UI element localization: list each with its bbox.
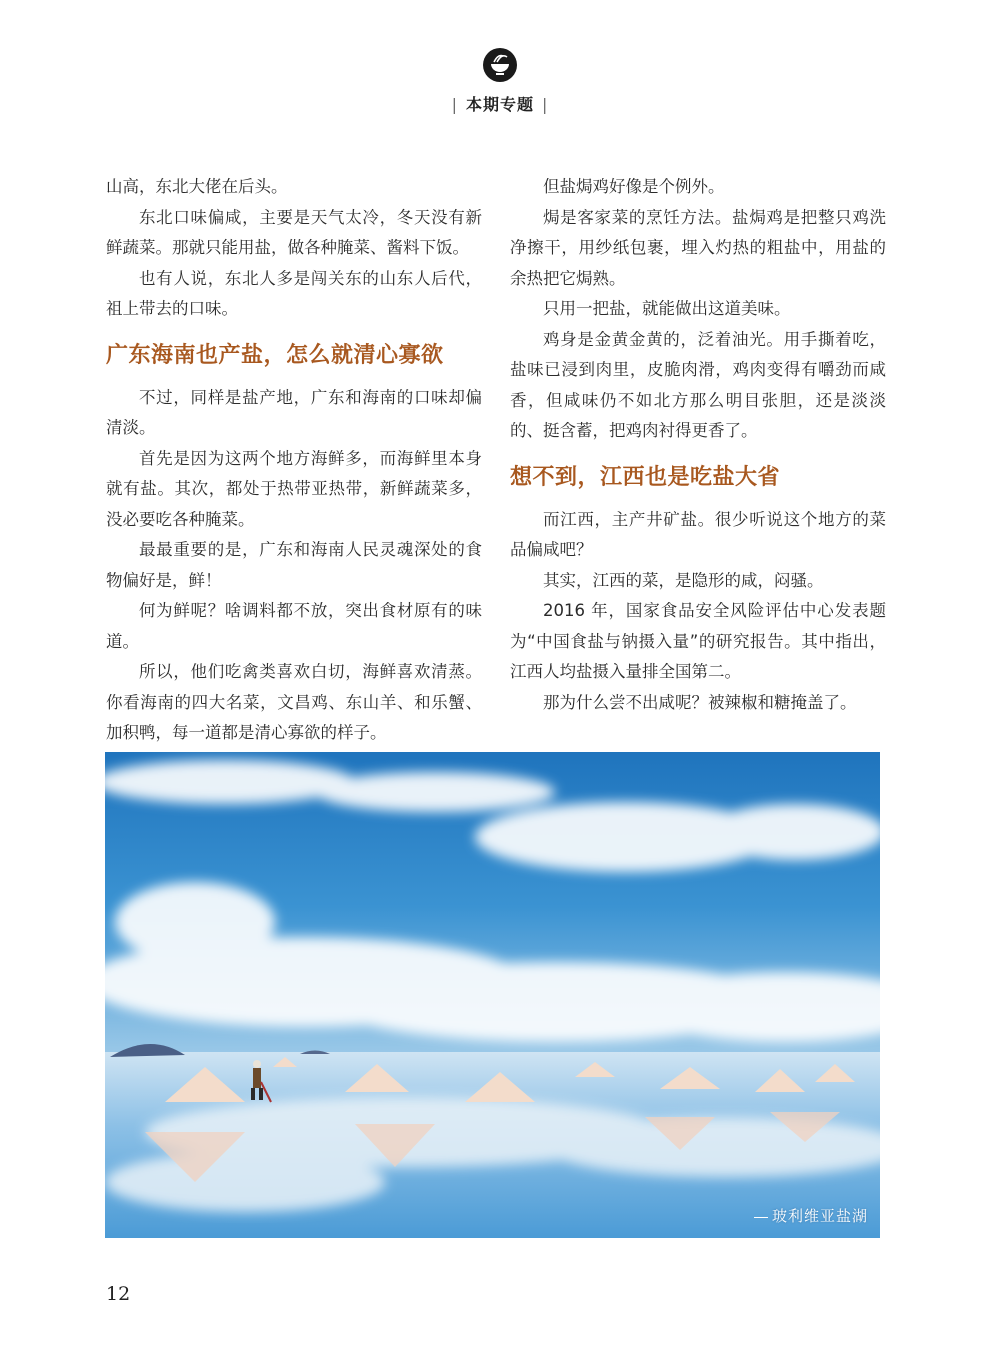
section-heading: 广东海南也产盐，怎么就清心寡欲	[106, 341, 444, 368]
paragraph: 但盐焗鸡好像是个例外。	[543, 177, 725, 196]
right-column	[510, 172, 886, 718]
paragraph: 其实，江西的菜，是隐形的咸，闷骚。	[543, 570, 824, 590]
paragraph: 只用一把盐，就能做出这道美味。	[543, 299, 791, 318]
paragraph: 那为什么尝不出咸呢？被辣椒和糖掩盖了。	[543, 692, 857, 712]
paragraph: 首先是因为这两个地方海鲜多，而海鲜里本身就有盐。其次，都处于热带亚热带，新鲜蔬菜多，没必要吃各种腌菜。	[106, 448, 482, 529]
section-label: 本期专题	[465, 95, 534, 114]
page-number: 12	[106, 1283, 131, 1305]
paragraph: 鸡身是金黄金黄的，泛着油光。用手撕着吃，盐味已浸到肉里，皮脆肉滑，鸡肉变得有嚼劲而咸香，但咸味仍不如北方那么明目张胆，还是淡淡的、挺含蓄，把鸡肉衬得更香了。	[510, 329, 886, 440]
salt-flat-illustration	[105, 752, 880, 1238]
paragraph: 焗是客家菜的烹饪方法。盐焗鸡是把整只鸡洗净擦干，用纱纸包裹，埋入灼热的粗盐中，用盐的余热把它焗熟。	[510, 207, 886, 288]
bowl-icon	[483, 48, 517, 82]
photo-caption: 玻利维亚盐湖	[754, 1205, 868, 1226]
salt-flat-photo	[105, 752, 880, 1238]
left-column	[106, 172, 482, 749]
section-tag: | 本期专题 |	[451, 95, 549, 114]
paragraph: 最最重要的是，广东和海南人民灵魂深处的食物偏好是，鲜！	[106, 540, 482, 590]
page-header	[0, 48, 1000, 115]
paragraph: 不过，同样是盐产地，广东和海南的口味却偏清淡。	[106, 387, 482, 437]
paragraph: 也有人说，东北人多是闯关东的山东人后代，祖上带去的口味。	[106, 268, 482, 318]
paragraph: 所以，他们吃禽类喜欢白切，海鲜喜欢清蒸。你看海南的四大名菜，文昌鸡、东山羊、和乐蟹、加积鸭，每一道都是清心寡欲的样子。	[106, 662, 482, 742]
paragraph: 何为鲜呢？啥调料都不放，突出食材原有的味道。	[106, 601, 482, 651]
paragraph: 而江西，主产井矿盐。很少听说这个地方的菜品偏咸吧？	[510, 509, 886, 559]
paragraph: 2016 年，国家食品安全风险评估中心发表题为“中国食盐与钠摄入量”的研究报告。其中指出，江西人均盐摄入量排全国第二。	[510, 601, 886, 681]
section-heading: 想不到，江西也是吃盐大省	[510, 463, 781, 490]
paragraph: 山高，东北大佬在后头。	[106, 177, 288, 196]
paragraph: 东北口味偏咸，主要是天气太冷，冬天没有新鲜蔬菜。那就只能用盐，做各种腌菜、酱料下饭。	[106, 207, 482, 257]
